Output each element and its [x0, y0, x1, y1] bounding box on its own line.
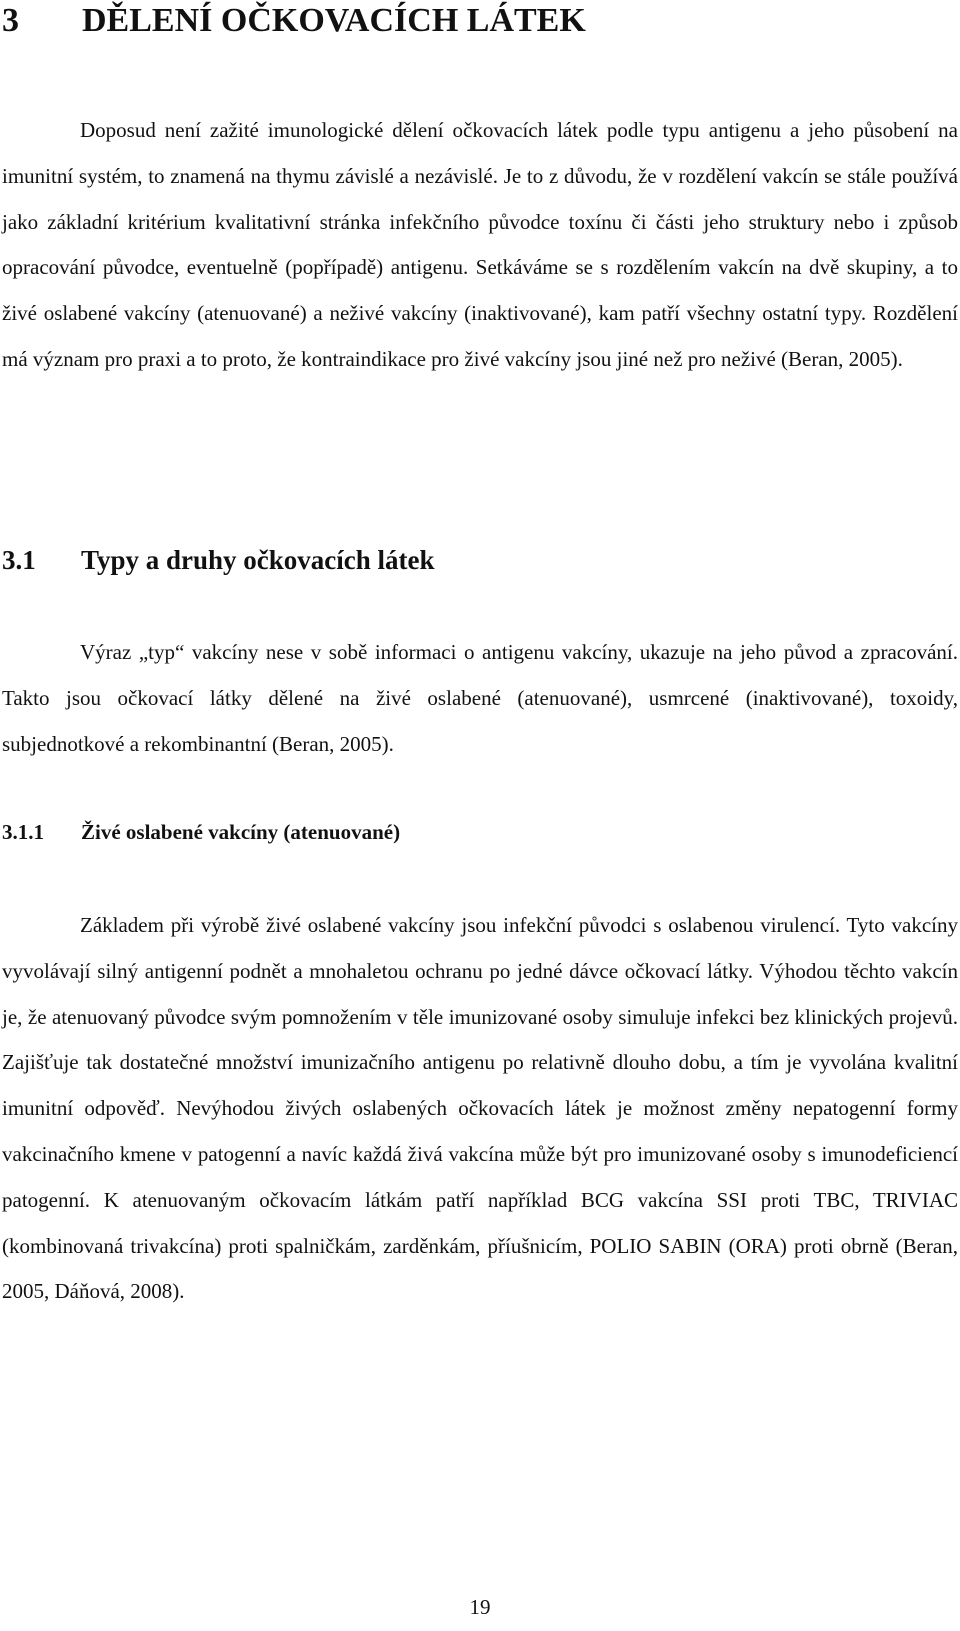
- chapter-paragraph: Doposud není zažité imunologické dělení očkovacích látek podle typu antigenu a jeho působení na imunitní systém, to znamená na thymu závislé a nezávislé. Je to z důvodu, že v rozdělení vakcín se stále používá jako základní kritérium kvalitativní stránka infekčního původce toxínu či části jeho struktury nebo i způsob opracování původce, eventuelně (popřípadě) antigenu. Setkáváme se s rozdělením vakcín na dvě skupiny, a to živé oslabené vakcíny (atenuované) a neživé vakcíny (inaktivované), kam patří všechny ostatní typy. Rozdělení má význam pro praxi a to proto, že kontraindikace pro živé vakcíny jsou jiné než pro neživé (Beran, 2005).: [2, 118, 958, 371]
- section-title: Typy a druhy očkovacích látek: [81, 545, 435, 575]
- chapter-heading: [2, 0, 586, 42]
- chapter-title: DĚLENÍ OČKOVACÍCH LÁTEK: [82, 2, 586, 39]
- section-number: 3.1: [2, 545, 36, 575]
- subsection-number: 3.1.1: [2, 820, 44, 844]
- subsection-title: Živé oslabené vakcíny (atenuované): [81, 820, 401, 844]
- subsection-heading: [2, 817, 400, 847]
- chapter-number: 3: [2, 2, 19, 39]
- subsection-paragraph: Základem při výrobě živé oslabené vakcíny jsou infekční původci s oslabenou virulencí. Tyto vakcíny vyvolávají silný antigenní podnět a mnohaletou ochranu po jedné dávce očkovací látky. Výhodou těchto vakcín je, že atenuovaný původce svým pomnožením v těle imunizované osoby simuluje infekci bez klinických projevů. Zajišťuje tak dostatečné množství imunizačního antigenu po relativně dlouho dobu, a tím je vyvolána kvalitní imunitní odpověď. Nevýhodou živých oslabených očkovacích látek je možnost změny nepatogenní formy vakcinačního kmene v patogenní a navíc každá živá vakcína může být pro imunizované osoby s imunodeficiencí patogenní. K atenuovaným očkovacím látkám patří například BCG vakcína SSI proti TBC, TRIVIAC (kombinovaná trivakcína) proti spalničkám, zarděnkám, příušnicím, POLIO SABIN (ORA) proti obrně (Beran, 2005, Dáňová, 2008).: [2, 913, 958, 1304]
- section-heading: [2, 543, 435, 577]
- page-number: 19: [469, 1595, 491, 1619]
- section-paragraph: Výraz „typ“ vakcíny nese v sobě informaci o antigenu vakcíny, ukazuje na jeho původ a zpracování. Takto jsou očkovací látky dělené na živé oslabené (atenuované), usmrcené (inaktivované), toxoidy, subjednotkové a rekombinantní (Beran, 2005).: [2, 640, 958, 756]
